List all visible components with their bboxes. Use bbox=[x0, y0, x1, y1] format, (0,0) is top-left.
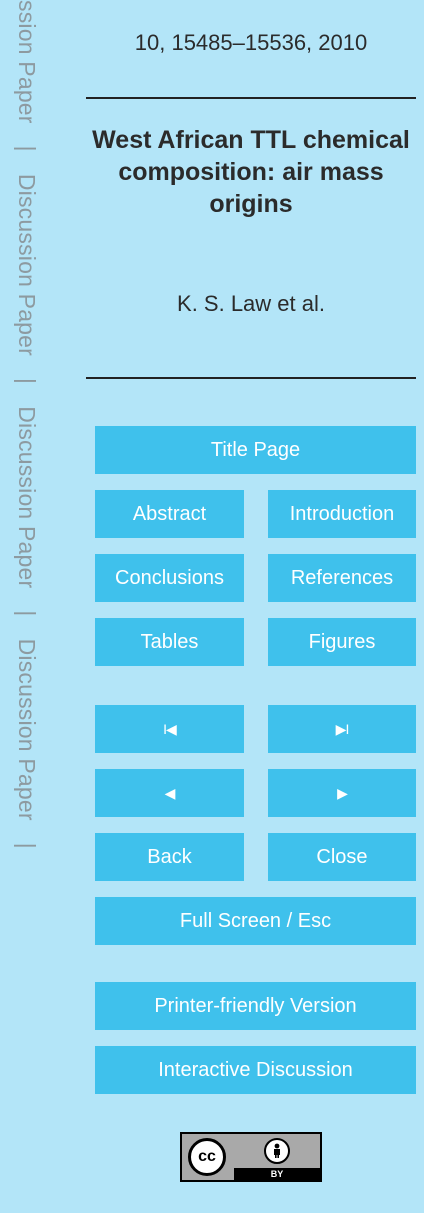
divider-bottom bbox=[86, 377, 416, 379]
paper-authors: K. S. Law et al. bbox=[177, 291, 325, 316]
title-page-button[interactable]: Title Page bbox=[95, 426, 416, 474]
previous-page-button[interactable] bbox=[95, 769, 244, 817]
full-screen-button[interactable]: Full Screen / Esc bbox=[95, 897, 416, 945]
side-text-segment: Discussion Paper bbox=[14, 406, 40, 589]
creative-commons-license-badge[interactable] bbox=[180, 1132, 322, 1182]
close-button[interactable]: Close bbox=[268, 833, 416, 881]
back-button[interactable]: Back bbox=[95, 833, 244, 881]
figures-button[interactable]: Figures bbox=[268, 618, 416, 666]
person-icon bbox=[264, 1138, 290, 1164]
introduction-button[interactable]: Introduction bbox=[268, 490, 416, 538]
last-page-button[interactable] bbox=[268, 705, 416, 753]
side-separator: | bbox=[14, 610, 40, 617]
side-separator: | bbox=[14, 378, 40, 385]
cc-logo-icon: cc bbox=[188, 1138, 226, 1176]
tables-button[interactable]: Tables bbox=[95, 618, 244, 666]
abstract-button[interactable]: Abstract bbox=[95, 490, 244, 538]
divider-top bbox=[86, 97, 416, 99]
side-text-segment: ssion Paper bbox=[14, 0, 40, 124]
first-page-button[interactable] bbox=[95, 705, 244, 753]
by-attribution-area bbox=[234, 1134, 320, 1180]
conclusions-button[interactable]: Conclusions bbox=[95, 554, 244, 602]
next-page-icon: ▶ bbox=[337, 784, 347, 801]
first-page-icon: I◀ bbox=[163, 720, 176, 737]
side-separator: | bbox=[14, 842, 40, 849]
paper-title: West African TTL chemical composition: air mass origins bbox=[92, 126, 410, 218]
side-separator: | bbox=[14, 145, 40, 152]
by-label: BY bbox=[234, 1168, 320, 1180]
interactive-discussion-button[interactable]: Interactive Discussion bbox=[95, 1046, 416, 1094]
side-text-segment: Discussion Paper bbox=[14, 638, 40, 821]
person-glyph-icon bbox=[271, 1143, 283, 1159]
next-page-button[interactable] bbox=[268, 769, 416, 817]
printer-friendly-button[interactable]: Printer-friendly Version bbox=[95, 982, 416, 1030]
last-page-icon: ▶I bbox=[335, 720, 349, 737]
side-margin bbox=[0, 0, 58, 1213]
references-button[interactable]: References bbox=[268, 554, 416, 602]
side-text-segment: Discussion Paper bbox=[14, 173, 40, 357]
previous-page-icon: ◀ bbox=[164, 784, 175, 801]
side-margin-text bbox=[13, 0, 40, 871]
journal-reference: 10, 15485–15536, 2010 bbox=[134, 30, 368, 55]
